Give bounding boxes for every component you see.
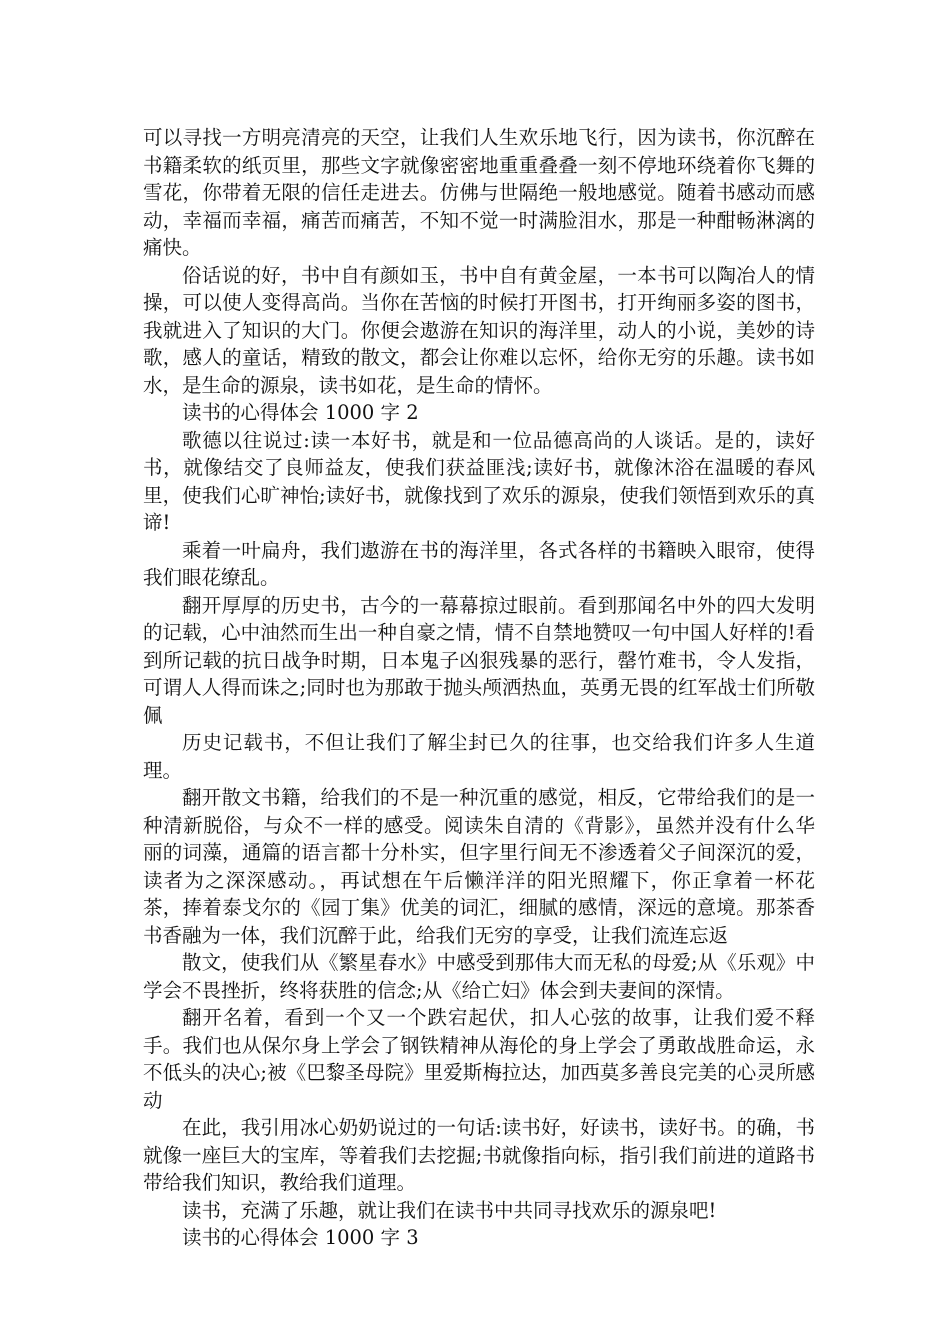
paragraph-4: 乘着一叶扁舟，我们遨游在书的海洋里，各式各样的书籍映入眼帘，使得我们眼花缭乱。 xyxy=(143,538,815,589)
section-heading-2: 读书的心得体会 1000 字 2 xyxy=(182,401,419,424)
paragraph-8: 散文，使我们从《繁星春水》中感受到那伟大而无私的母爱;从《乐观》中学会不畏挫折，终将获胜的信念;从《给亡妇》体会到夫妻间的深情。 xyxy=(143,951,815,1002)
paragraph-5: 翻开厚厚的历史书，古今的一幕幕掠过眼前。看到那闻名中外的四大发明的记载，心中油然而生出一种自豪之情，情不自禁地赞叹一句中国人好样的!看到所记载的抗日战争时期，日本鬼子凶狠残暴的恶行，罄竹难书，令人发指，可谓人人得而诛之;同时也为那敢于抛头颅洒热血，英勇无畏的红军战士们所敬佩 xyxy=(143,593,815,727)
paragraph-9: 翻开名着，看到一个又一个跌宕起伏，扣人心弦的故事，让我们爱不释手。我们也从保尔身上学会了钢铁精神从海伦的身上学会了勇敢战胜命运，永不低头的决心;被《巴黎圣母院》里爱斯梅拉达，加西莫多善良完美的心灵所感动 xyxy=(143,1006,815,1112)
paragraph-3: 歌德以往说过:读一本好书，就是和一位品德高尚的人谈话。是的，读好书，就像结交了良师益友，使我们获益匪浅;读好书，就像沐浴在温暖的春风里，使我们心旷神怡;读好书，就像找到了欢乐的源泉，使我们领悟到欢乐的真谛! xyxy=(143,428,815,534)
paragraph-10: 在此，我引用冰心奶奶说过的一句话:读书好，好读书，读好书。的确，书就像一座巨大的宝库，等着我们去挖掘;书就像指向标，指引我们前进的道路书带给我们知识，教给我们道理。 xyxy=(143,1116,815,1194)
section-heading-3: 读书的心得体会 1000 字 3 xyxy=(182,1226,419,1249)
paragraph-1: 可以寻找一方明亮清亮的天空，让我们人生欢乐地飞行，因为读书，你沉醉在书籍柔软的纸页里，那些文字就像密密地重重叠叠一刻不停地环绕着你飞舞的雪花，你带着无限的信任走进去。仿佛与世隔绝一般地感觉。随着书感动而感动，幸福而幸福，痛苦而痛苦，不知不觉一时满脸泪水，那是一种酣畅淋漓的痛快。 xyxy=(143,126,815,259)
paragraph-2: 俗话说的好，书中自有颜如玉，书中自有黄金屋，一本书可以陶冶人的情操，可以使人变得高尚。当你在苦恼的时候打开图书，打开绚丽多姿的图书，我就进入了知识的大门。你便会遨游在知识的海洋里，动人的小说，美妙的诗歌，感人的童话，精致的散文，都会让你难以忘怀，给你无穷的乐趣。读书如水，是生命的源泉，读书如花，是生命的情怀。 xyxy=(143,263,815,397)
paragraph-7: 翻开散文书籍，给我们的不是一种沉重的感觉，相反，它带给我们的是一种清新脱俗，与众不一样的感受。阅读朱自清的《背影》，虽然并没有什么华丽的词藻，通篇的语言都十分朴实，但字里行间无不渗透着父子间深沉的爱，读者为之深深感动。，再试想在午后懒洋洋的阳光照耀下，你正拿着一杯花茶，捧着泰戈尔的《园丁集》优美的词汇，细腻的感情，深远的意境。那茶香书香融为一体，我们沉醉于此，给我们无穷的享受，让我们流连忘返 xyxy=(143,786,815,947)
document-page xyxy=(143,124,815,1252)
paragraph-6: 历史记载书，不但让我们了解尘封已久的往事，也交给我们许多人生道理。 xyxy=(143,731,815,782)
paragraph-11: 读书，充满了乐趣，就让我们在读书中共同寻找欢乐的源泉吧! xyxy=(182,1198,717,1222)
